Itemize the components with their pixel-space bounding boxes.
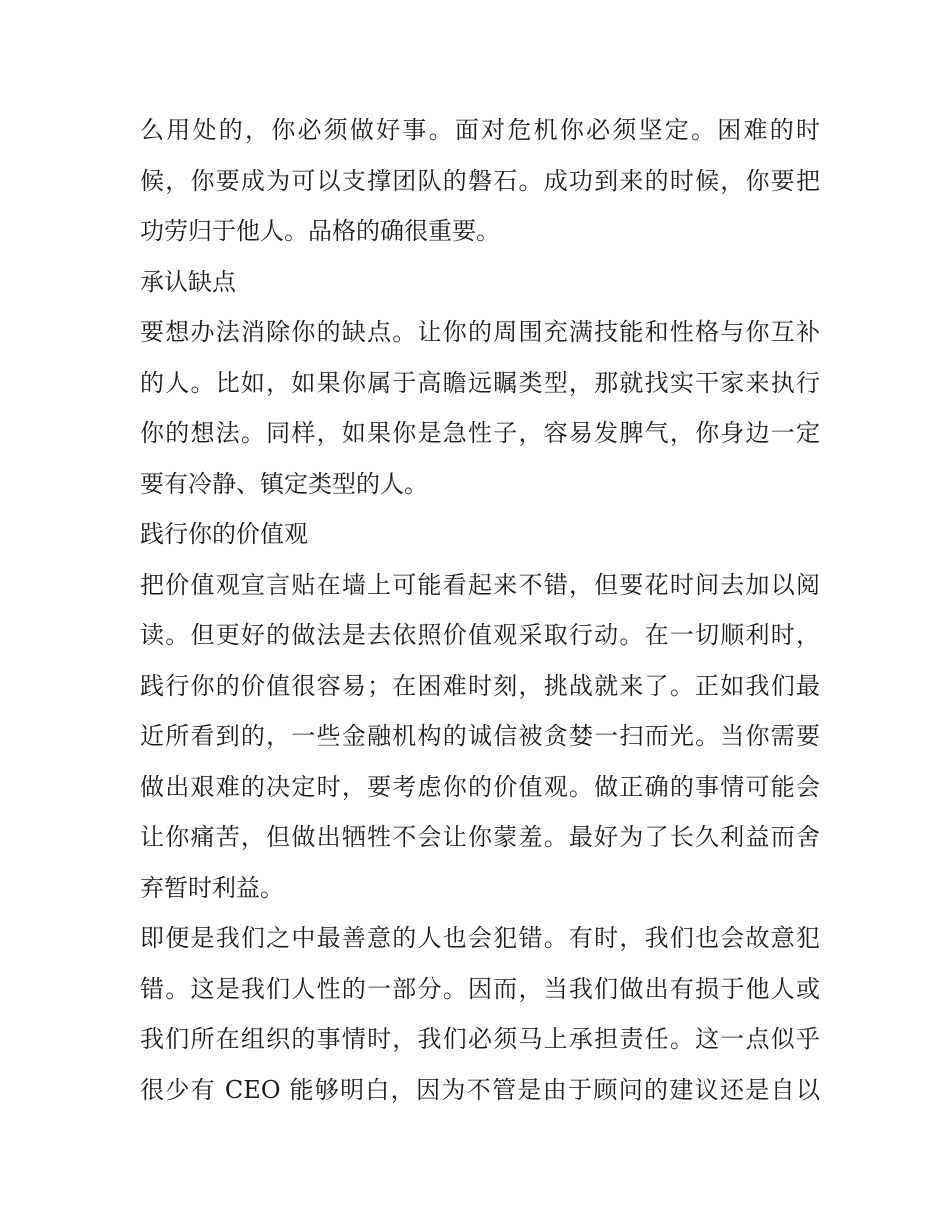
section-heading: 践行你的价值观 xyxy=(140,520,308,548)
paragraph-line: 要有冷静、镇定类型的人。 xyxy=(140,469,428,498)
paragraph-line: 么用处的，你必须做好事。面对危机你必须坚定。困难的时 xyxy=(140,116,820,144)
paragraph-line: 错。这是我们人性的一部分。因而，当我们做出有损于他人或 xyxy=(140,974,820,1003)
paragraph-line: 即便是我们之中最善意的人也会犯错。有时，我们也会故意犯 xyxy=(140,924,820,952)
paragraph-line: 我们所在组织的事情时，我们必须马上承担责任。这一点似乎 xyxy=(140,1025,820,1053)
paragraph-line: 要想办法消除你的缺点。让你的周围充满技能和性格与你互补 xyxy=(140,318,820,346)
paragraph-line: 很少有 CEO 能够明白，因为不管是由于顾问的建议还是自以 xyxy=(140,1075,820,1104)
paragraph-line: 践行你的价值很容易；在困难时刻，挑战就来了。正如我们最 xyxy=(140,671,820,700)
paragraph-line: 你的想法。同样，如果你是急性子，容易发脾气，你身边一定 xyxy=(140,419,820,447)
paragraph-line: 功劳归于他人。品格的确很重要。 xyxy=(140,217,500,245)
section-heading: 承认缺点 xyxy=(140,267,236,296)
paragraph-line: 把价值观宣言贴在墙上可能看起来不错，但要花时间去加以阅 xyxy=(140,570,820,599)
paragraph-line: 候，你要成为可以支撑团队的磐石。成功到来的时候，你要把 xyxy=(140,166,820,195)
paragraph-line: 弃暂时利益。 xyxy=(140,873,284,902)
paragraph-line: 的人。比如，如果你属于高瞻远瞩类型，那就找实干家来执行 xyxy=(140,368,820,397)
paragraph-line: 让你痛苦，但做出牺牲不会让你蒙羞。最好为了长久利益而舍 xyxy=(140,823,820,851)
paragraph-line: 做出艰难的决定时，要考虑你的价值观。做正确的事情可能会 xyxy=(140,772,820,801)
document-page xyxy=(140,105,820,1115)
paragraph-line: 读。但更好的做法是去依照价值观采取行动。在一切顺利时， xyxy=(140,621,820,649)
paragraph-line: 近所看到的，一些金融机构的诚信被贪婪一扫而光。当你需要 xyxy=(140,722,820,750)
